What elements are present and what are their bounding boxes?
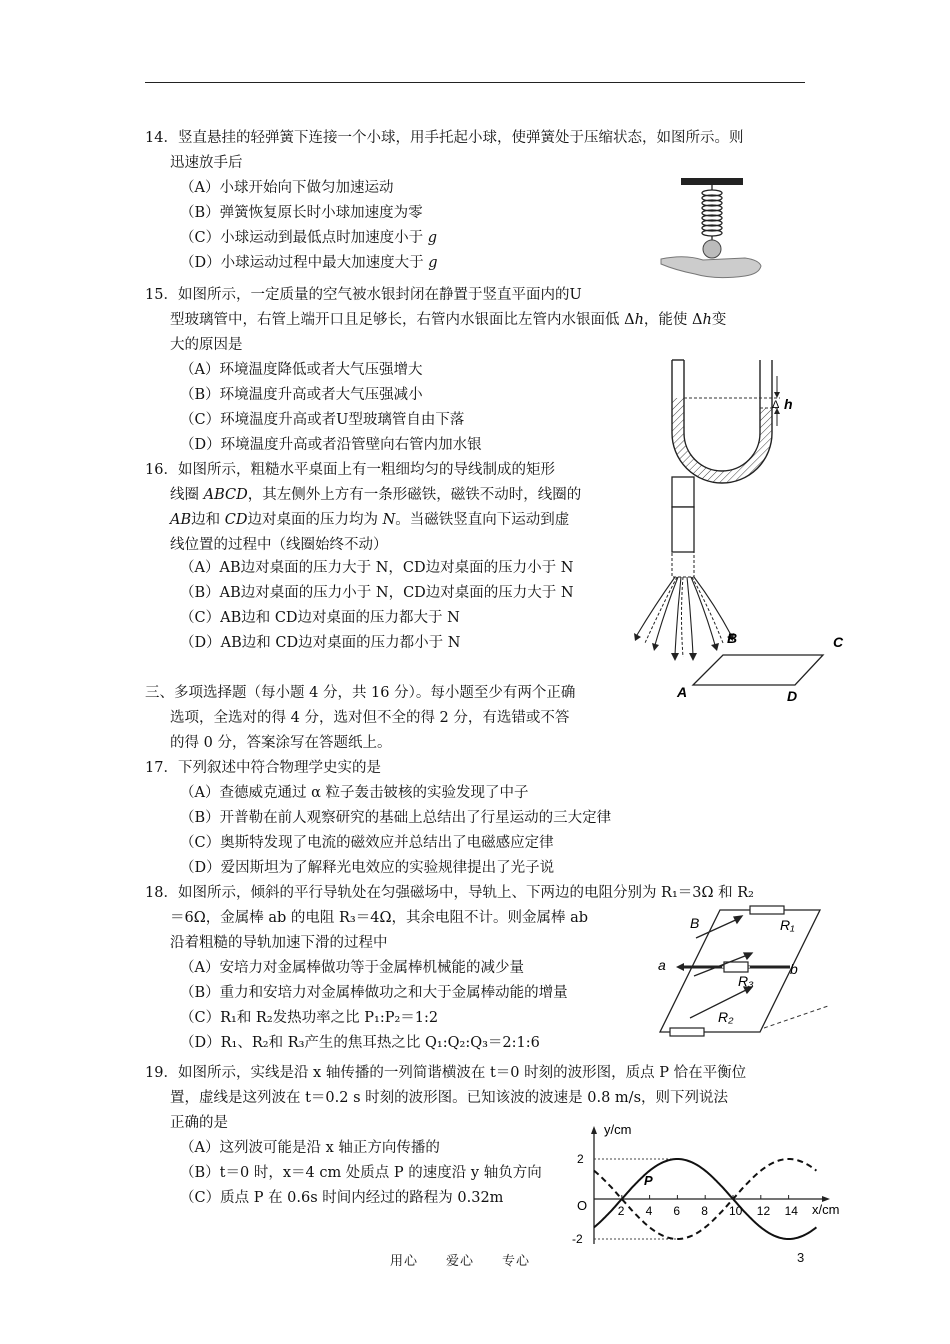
r2-resistor <box>670 1028 704 1036</box>
q15-option-b: （B）环境温度升高或者大气压强减小 <box>180 387 423 403</box>
q16-stem-line3: AB边和 CD边对桌面的压力均为 N。当磁铁竖直向下运动到虚 <box>170 512 570 528</box>
point-p-label: P <box>644 1173 653 1188</box>
u-tube-figure <box>660 358 800 493</box>
label-R1: R₁ <box>780 917 795 933</box>
q14-option-d: （D）小球运动过程中最大加速度大于 g <box>180 255 438 271</box>
section3-heading-line2: 选项，全选对的得 4 分，选对但不全的得 2 分，有选错或不答 <box>170 710 570 726</box>
q16-stem-line1: 16．如图所示，粗糙水平桌面上有一粗细均匀的导线制成的矩形 <box>145 462 555 478</box>
label-b: B <box>727 630 738 646</box>
q17-option-d: （D）爱因斯坦为了解释光电效应的实验规律提出了光子说 <box>180 860 555 876</box>
q19-stem-line1: 19．如图所示，实线是沿 x 轴传播的一列简谐横波在 t＝0 时刻的波形图，质点 P 恰在平衡位 <box>145 1065 747 1081</box>
q14-stem-line1: 14．竖直悬挂的轻弹簧下连接一个小球，用手托起小球，使弹簧处于压缩状态，如图所示。则 <box>145 130 744 146</box>
q17-option-b: （B）开普勒在前人观察研究的基础上总结出了行星运动的三大定律 <box>180 810 612 826</box>
label-R2: R₂ <box>718 1009 734 1025</box>
q18-stem-line1: 18．如图所示，倾斜的平行导轨处在匀强磁场中，导轨上、下两边的电阻分别为 R₁＝3Ω 和 R₂ <box>145 885 754 901</box>
footer-motto: 用心 爱心 专心 <box>390 1254 531 1269</box>
x-tick-label: 8 <box>701 1204 708 1218</box>
q15-stem-line2: 型玻璃管中，右管上端开口且足够长，右管内水银面比左管内水银面低 Δh，能使 Δh变 <box>170 312 727 328</box>
q14-stem-line2: 迅速放手后 <box>170 155 243 171</box>
magnet-coil-figure <box>625 475 850 710</box>
wave-chart <box>560 1118 860 1248</box>
header-rule <box>145 82 805 83</box>
y-tick-label: -2 <box>572 1232 583 1246</box>
h-label: h <box>784 396 793 412</box>
q17-option-c: （C）奥斯特发现了电流的磁效应并总结出了电磁感应定律 <box>180 835 554 851</box>
q19-stem-line2: 置，虚线是这列波在 t＝0.2 s 时刻的波形图。已知该波的波速是 0.8 m/s，则下列说法 <box>170 1090 729 1106</box>
q18-stem-line3: 沿着粗糙的导轨加速下滑的过程中 <box>170 935 388 951</box>
q16-stem-line4: 线位置的过程中（线圈始终不动） <box>170 537 388 553</box>
q19-option-a: （A）这列波可能是沿 x 轴正方向传播的 <box>180 1140 440 1156</box>
field-lines <box>637 577 731 655</box>
q16-option-b: （B）AB边对桌面的压力小于 N，CD边对桌面的压力大于 N <box>180 585 574 601</box>
r3-resistor <box>724 962 748 972</box>
q18-option-d: （D）R₁、R₂和 R₃产生的焦耳热之比 Q₁:Q₂:Q₃＝2:1:6 <box>180 1035 540 1051</box>
label-a: A <box>677 684 688 700</box>
ceiling-bar <box>681 178 743 185</box>
mercury <box>672 398 772 483</box>
hand <box>661 257 761 278</box>
section3-heading-line3: 的得 0 分，答案涂写在答题纸上。 <box>170 735 392 751</box>
spring-coil <box>702 185 722 241</box>
q19-option-c: （C）质点 P 在 0.6s 时间内经过的路程为 0.32m <box>180 1190 504 1206</box>
q16-stem-line2: 线圈 ABCD，其左侧外上方有一条形磁铁，磁铁不动时，线圈的 <box>170 487 582 503</box>
q16-option-a: （A）AB边对桌面的压力大于 N，CD边对桌面的压力小于 N <box>180 560 574 576</box>
q14-option-a: （A）小球开始向下做匀加速运动 <box>180 180 394 196</box>
q16-option-d: （D）AB边和 CD边对桌面的压力都小于 N <box>180 635 461 651</box>
rail-figure <box>650 898 840 1038</box>
magnet-top <box>672 477 694 507</box>
q15-option-c: （C）环境温度升高或者U型玻璃管自由下落 <box>180 412 465 428</box>
q14-option-c: （C）小球运动到最低点时加速度小于 g <box>180 230 437 246</box>
label-R3: R₃ <box>738 973 754 989</box>
q16-option-c: （C）AB边和 CD边对桌面的压力都大于 N <box>180 610 460 626</box>
q19-stem-line3: 正确的是 <box>170 1115 228 1131</box>
spring-ball-figure <box>655 174 765 284</box>
label-c: C <box>833 634 844 650</box>
q15-stem-line3: 大的原因是 <box>170 337 243 353</box>
q15-option-a: （A）环境温度降低或者大气压强增大 <box>180 362 423 378</box>
label-b: b <box>790 961 798 977</box>
x-axis-label: x/cm <box>812 1202 840 1217</box>
q15-option-d: （D）环境温度升高或者沿管壁向右管内加水银 <box>180 437 482 453</box>
y-axis-label: y/cm <box>604 1122 632 1137</box>
x-tick-label: 14 <box>784 1204 798 1218</box>
y-tick-label: 2 <box>577 1152 584 1166</box>
magnet-dashed-position <box>672 552 694 577</box>
q14-option-b: （B）弹簧恢复原长时小球加速度为零 <box>180 205 423 221</box>
origin-label: O <box>577 1198 588 1213</box>
label-B: B <box>690 915 700 931</box>
page-number: 3 <box>797 1250 805 1265</box>
q18-option-c: （C）R₁和 R₂发热功率之比 P₁:P₂＝1:2 <box>180 1010 439 1026</box>
delta-label: Δ <box>772 399 780 411</box>
section3-heading-line1: 三、多项选择题（每小题 4 分，共 16 分）。每小题至少有两个正确 <box>145 685 576 701</box>
ball <box>703 240 721 258</box>
q18-stem-line2: ＝6Ω，金属棒 ab 的电阻 R₃＝4Ω，其余电阻不计。则金属棒 ab <box>170 910 589 926</box>
q19-option-b: （B）t＝0 时，x＝4 cm 处质点 P 的速度沿 y 轴负方向 <box>180 1165 542 1181</box>
q18-option-a: （A）安培力对金属棒做功等于金属棒机械能的减少量 <box>180 960 524 976</box>
y-axis-arrow <box>591 1126 597 1134</box>
label-d: D <box>787 688 798 704</box>
r1-resistor <box>750 906 784 914</box>
q15-stem-line1: 15．如图所示，一定质量的空气被水银封闭在静置于竖直平面内的U <box>145 287 582 303</box>
q17-stem: 17．下列叙述中符合物理学史实的是 <box>145 760 381 776</box>
x-tick-label: 12 <box>756 1204 771 1218</box>
x-tick-label: 4 <box>645 1204 653 1218</box>
arrowheads <box>634 633 734 661</box>
x-tick-label: 6 <box>673 1204 681 1218</box>
coil-abcd <box>693 655 823 685</box>
x-tick-label: 2 <box>617 1204 625 1218</box>
magnet-bottom <box>672 507 694 552</box>
x-tick-label: 10 <box>729 1204 743 1218</box>
q17-option-a: （A）查德威克通过 α 粒子轰击铍核的实验发现了中子 <box>180 785 529 801</box>
label-a: a <box>658 957 666 973</box>
q18-option-b: （B）重力和安培力对金属棒做功之和大于金属棒动能的增量 <box>180 985 568 1001</box>
